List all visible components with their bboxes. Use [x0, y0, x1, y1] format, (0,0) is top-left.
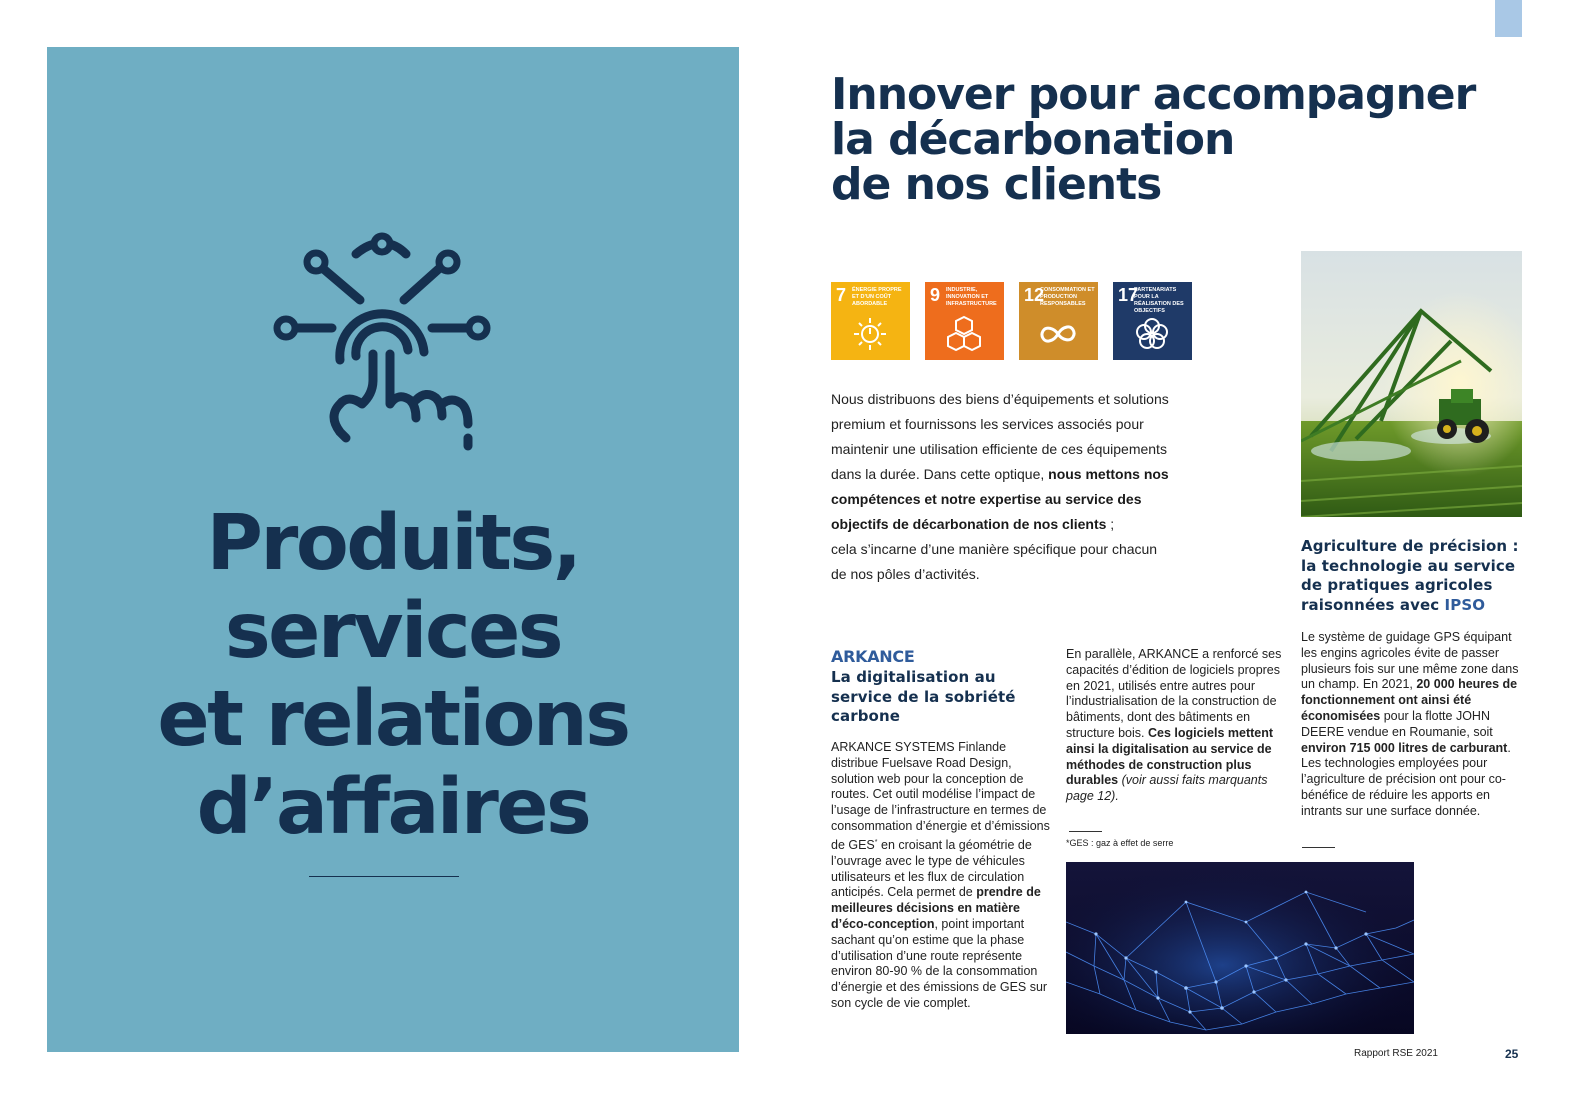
flower-rings-icon [1132, 315, 1172, 353]
body-emphasis: 20 000 heures de fonctionnement ont ainsi été économisées [1301, 677, 1518, 723]
arkance-label: ARKANCE [831, 647, 915, 666]
footer-label: Rapport RSE 2021 [1354, 1048, 1438, 1059]
section-title-line: Produits, [206, 499, 580, 588]
section-title-line: d’affaires [196, 763, 590, 852]
page-title-line: Innover pour accompagner [831, 69, 1476, 120]
body-text: en croisant la géométrie de l’ouvrage avec le type de véhicules utilisateurs et les flux de circulation anticipés. Cela permet de [831, 837, 1032, 900]
body-emphasis: environ 715 000 litres de carburant [1301, 740, 1508, 755]
body-text: Le système de guidage GPS équipant les engins agricoles évite de passer plusieurs fois sur une même zone dans un champ. En 2021, [1301, 630, 1519, 692]
arkance-title: La digitalisation au service de la sobriété carbone [831, 668, 1016, 725]
intro-line: premium et fournissons les services associés pour [831, 416, 1144, 432]
sdg-label: CONSOMMATION ET PRODUCTION RESPONSABLES [1040, 287, 1095, 307]
body-emphasis: Ces logiciels mettent ainsi la digitalisation au service de méthodes de construction plus durables [1066, 725, 1274, 788]
section-title-line: services [224, 587, 562, 676]
sdg-tile-12 [1019, 282, 1098, 360]
sun-power-icon [850, 315, 890, 353]
sdg-number: 7 [836, 285, 847, 305]
sdg-number: 9 [930, 285, 941, 305]
intro-emphasis: nous mettons nos [1048, 466, 1169, 482]
sdg-number: 12 [1024, 285, 1045, 305]
digital-network-image [1066, 862, 1414, 1034]
body-text: , point important sachant qu’on estime que la phase d’utilisation d’une route représente environ 80-90 % de la consommation d’énergie et des émissions de GES sur son cycle de vie complet. [831, 916, 1048, 1010]
section-title-line: et relations [157, 675, 629, 764]
corner-tab [1495, 0, 1522, 37]
body-emphasis: prendre de meilleures décisions en matière d’éco-conception [831, 885, 1041, 931]
agri-title [1301, 537, 1531, 615]
sdg-number: 17 [1118, 285, 1139, 305]
sdg-tile-7 [831, 282, 910, 360]
intro-line: de nos pôles d’activités. [831, 566, 980, 582]
footnote-marker: * [874, 838, 878, 846]
intro-line: dans la durée. Dans cette optique, [831, 466, 1049, 482]
intro-line: Nous distribuons des biens d’équipements et solutions [831, 391, 1169, 407]
agri-body [1301, 630, 1526, 820]
agri-title-brand: IPSO [1444, 595, 1486, 614]
sdg-tile-17 [1113, 282, 1192, 360]
body-text: ARKANCE SYSTEMS Finlande distribue Fuelsave Road Design, solution web pour la conception de routes. Cet outil modélise l’impact de l’usage de l’infrastructure en termes de consommation d’énergie et d’émissions de GES [831, 740, 1050, 852]
sdg-label: ÉNERGIE PROPRE ET D’UN COÛT ABORDABLE [852, 287, 902, 307]
sprayer-tractor-image [1301, 251, 1522, 517]
sdg-label: PARTENARIATS POUR LA RÉALISATION DES OBJECTIFS [1134, 287, 1184, 314]
section-title [47, 500, 739, 852]
software-body [1066, 647, 1282, 805]
intro-line: maintenir une utilisation efficiente de ces équipements [831, 441, 1167, 457]
touch-network-icon [270, 232, 495, 462]
intro-line: cela s’incarne d’une manière spécifique pour chacun [831, 541, 1158, 557]
divider [309, 876, 459, 877]
footnote: *GES : gaz à effet de serre [1066, 838, 1174, 848]
intro-emphasis: compétences et notre expertise au service des [831, 491, 1142, 507]
cross-reference: (voir aussi faits marquants page 12). [1066, 773, 1268, 804]
page-number: 25 [1505, 1047, 1519, 1061]
page-title-line: la décarbonation [831, 114, 1235, 165]
cubes-icon [944, 315, 984, 353]
body-text: . Les technologies employées pour l’agriculture de précision ont pour co-bénéfice de réduire les apports en intrants sur une surface donnée. [1301, 740, 1511, 818]
agri-title-text: Agriculture de précision : la technologie au service de pratiques agricoles raisonnées avec [1301, 537, 1519, 614]
body-text: pour la flotte JOHN DEERE vendue en Roumanie, soit [1301, 708, 1493, 739]
divider [1302, 847, 1335, 848]
sdg-tile-9 [925, 282, 1004, 360]
intro-line: ; [1106, 516, 1115, 532]
page-title [831, 69, 1491, 210]
arkance-body [831, 740, 1053, 1012]
footnote-divider [1069, 831, 1102, 832]
infinity-icon [1038, 315, 1078, 353]
intro-emphasis: objectifs de décarbonation de nos clients [831, 516, 1107, 532]
intro-paragraph [831, 387, 1201, 587]
page-title-line: de nos clients [831, 159, 1162, 210]
sdg-label: INDUSTRIE, INNOVATION ET INFRASTRUCTURE [946, 287, 997, 307]
body-text: En parallèle, ARKANCE a renforcé ses capacités d’édition de logiciels propres en 2021, utilisés entre autres pour l’industrialisation de la construction de bâtiments, dont des bâtiments en structure bois. [1066, 647, 1282, 740]
